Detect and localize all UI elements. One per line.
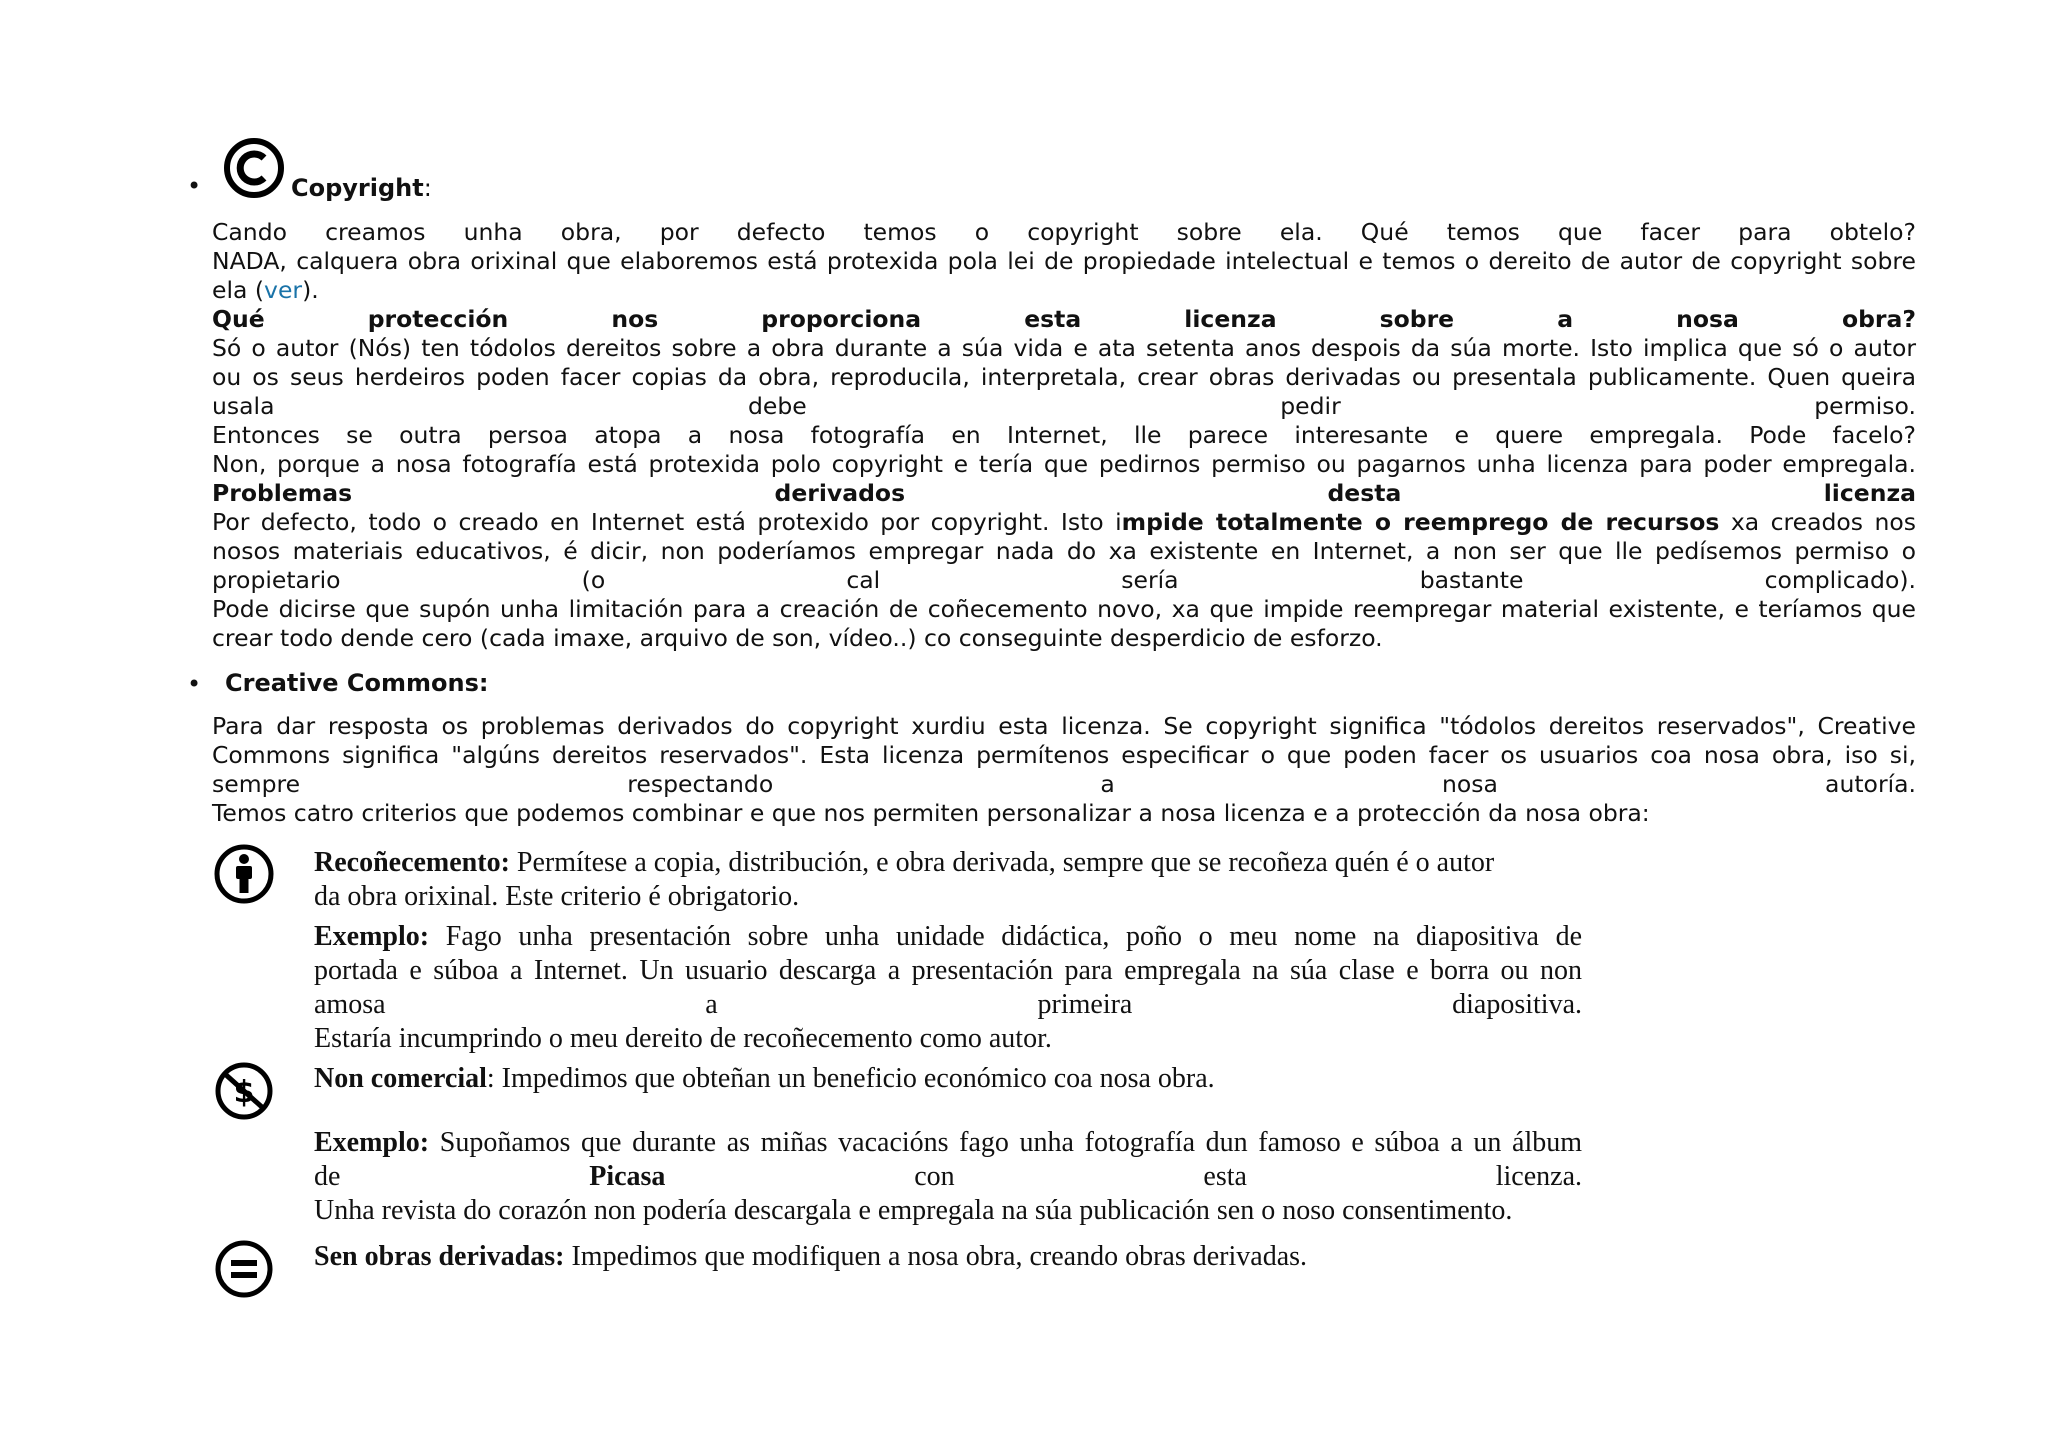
text-line: Unha revista do corazón non podería descargala e empregala na súa publicación sen o noso consentimento. — [314, 1195, 1513, 1226]
text-line: Temos catro criterios que podemos combinar e que nos permiten personalizar a nosa licenza e a protección da nosa obra: — [212, 799, 1650, 827]
text-line: de Picasa con esta licenza. — [314, 1161, 1582, 1192]
criterion-non-commercial — [314, 1062, 1582, 1228]
svg-text:$: $ — [233, 1075, 255, 1110]
bullet-creative-commons: • — [187, 670, 202, 698]
criterion-title: Sen obras derivadas: — [314, 1241, 565, 1272]
criterion-title: Non comercial — [314, 1063, 487, 1094]
text-line: ou os seus herdeiros poden facer copias da obra, reproducila, interpretala, crear obras derivadas ou presentala publicamente. Quen queira — [212, 363, 1916, 391]
text-line: sempre respectando a nosa autoría. — [212, 770, 1916, 798]
text-line: Exemplo: Supoñamos que durante as miñas vacacións fago unha fotografía dun famoso e súboa a un álbum — [314, 1127, 1582, 1158]
copyright-icon — [223, 137, 285, 199]
text-line: Exemplo: Fago unha presentación sobre unha unidade didáctica, poño o meu nome na diapositiva de — [314, 921, 1582, 952]
criterion-attribution — [314, 846, 1582, 1056]
text-line: Recoñecemento: Permítese a copia, distribución, e obra derivada, sempre que se recoñeza quén é o autor — [314, 847, 1495, 878]
text-line: Entonces se outra persoa atopa a nosa fotografía en Internet, lle parece interesante e quere empregala. Pode facelo? — [212, 421, 1916, 449]
text-line: propietario (o cal sería bastante complicado). — [212, 566, 1916, 594]
text-line: nosos materiais educativos, é dicir, non poderíamos empregar nada do xa existente en Internet, a non ser que lle pedísemos permiso o — [212, 537, 1916, 565]
problems-heading: Problemas derivados desta licenza — [212, 479, 1916, 507]
text-line: usala debe pedir permiso. — [212, 392, 1916, 420]
text-line: Cando creamos unha obra, por defecto temos o copyright sobre ela. Qué temos que facer para obtelo? — [212, 218, 1916, 246]
text-line: Por defecto, todo o creado en Internet está protexido por copyright. Isto impide totalmente o reemprego de recursos xa creados nos — [212, 508, 1916, 536]
text-line: portada e súboa a Internet. Un usuario descarga a presentación para empregala na súa clase e borra ou non — [314, 955, 1582, 986]
text-line: Non, porque a nosa fotografía está protexida polo copyright e tería que pedirnos permiso ou pagarnos unha licenza para poder empregala. — [212, 450, 1916, 478]
non-commercial-icon — [213, 1060, 275, 1122]
copyright-heading: Copyright: — [291, 174, 432, 202]
creative-commons-heading: Creative Commons: — [225, 669, 489, 697]
text-line: Só o autor (Nós) ten tódolos dereitos sobre a obra durante a súa vida e ata setenta anos despois da súa morte. Isto implica que só o autor — [212, 334, 1916, 362]
text-line: crear todo dende cero (cada imaxe, arquivo de son, vídeo..) co conseguinte desperdicio de esforzo. — [212, 624, 1383, 652]
text-line: Estaría incumprindo o meu dereito de recoñecemento como autor. — [314, 1023, 1052, 1054]
example-label: Exemplo: — [314, 1127, 430, 1158]
example-label: Exemplo: — [314, 921, 430, 952]
text-line: Pode dicirse que supón unha limitación para a creación de coñecemento novo, xa que impide reempregar material existente, e teríamos que — [212, 595, 1916, 623]
criterion-no-derivatives — [314, 1240, 1582, 1274]
attribution-icon — [213, 843, 275, 905]
copyright-body — [212, 218, 1916, 653]
text-line: Para dar resposta os problemas derivados do copyright xurdiu esta licenza. Se copyright significa "tódolos dereitos reservados", Creative — [212, 712, 1916, 740]
text-line: ela (ver). — [212, 276, 319, 304]
criterion-title: Recoñecemento: — [314, 847, 510, 878]
text-line: NADA, calquera obra orixinal que elaboremos está protexida pola lei de propiedade intelectual e temos o dereito de autor de copyright sobre — [212, 247, 1916, 275]
creative-commons-body — [212, 712, 1916, 828]
no-derivatives-icon — [213, 1238, 275, 1300]
text-line: Sen obras derivadas: Impedimos que modifiquen a nosa obra, creando obras derivadas. — [314, 1241, 1308, 1272]
text-line: Commons significa "algúns dereitos reservados". Esta licenza permítenos especificar o que poden facer os usuarios coa nosa obra, iso si, — [212, 741, 1916, 769]
ver-link[interactable]: ver — [264, 276, 303, 304]
text-line: da obra orixinal. Este criterio é obrigatorio. — [314, 881, 800, 912]
protection-question-heading: Qué protección nos proporciona esta licenza sobre a nosa obra? — [212, 305, 1916, 333]
text-line: Non comercial: Impedimos que obteñan un beneficio económico coa nosa obra. — [314, 1063, 1215, 1094]
bullet-copyright: • — [187, 172, 202, 200]
text-line: amosa a primeira diapositiva. — [314, 989, 1582, 1020]
